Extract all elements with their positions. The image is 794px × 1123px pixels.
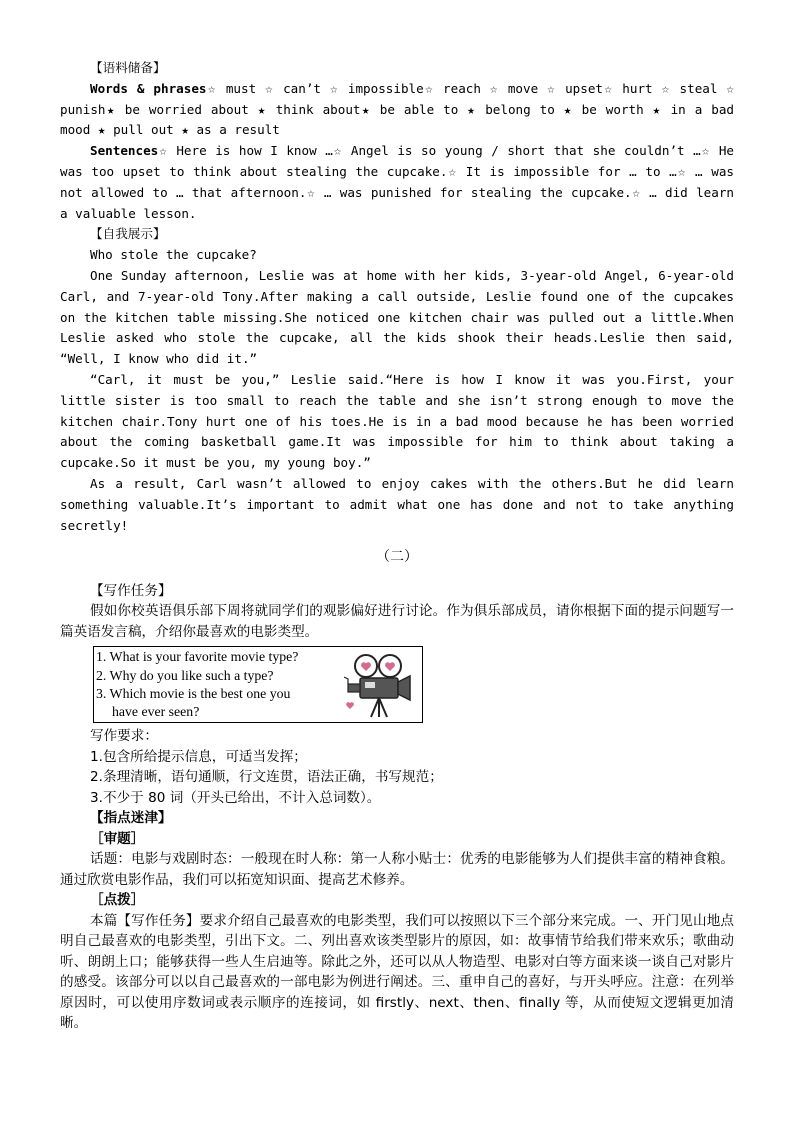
prompt-question-3: 3. Which movie is the best one you xyxy=(96,685,291,701)
subheading-review: ［审题］ xyxy=(90,830,145,847)
review-paragraph: 话题：电影与戏剧时态：一般现在时人称：第一人称小贴士：优秀的电影能够为人们提供丰富的精神食粮。通过欣赏电影作品，我们可以拓宽知识面、提高艺术修养。 xyxy=(60,851,734,888)
requirement-3: 3.不少于 80 词（开头已给出，不计入总词数）。 xyxy=(90,789,381,806)
section-title: （二） xyxy=(376,549,418,566)
story-paragraph-2: “Carl, it must be you,” Leslie said.“Here is how I know it was you.First, your little sister is too small to reach the table and she isn’t strong enough to move the kitchen chair.Tony hurt one of his toes.He is in a bad mood because he has been worried about the coming basketball game.It was impossible for him to think about taking a cupcake.So it must be you, my young boy.” xyxy=(60,371,734,471)
tips-paragraph: 本篇【写作任务】要求介绍自己最喜欢的电影类型，我们可以按照以下三个部分来完成。一、开门见山地点明自己最喜欢的电影类型，引出下文。二、列出喜欢该类型影片的原因，如：故事情节给我们带来欢乐；歌曲动听、朗朗上口；能够获得一些人生启迪等。除此之外，还可以从人物造型、电影对白等方面来谈一谈自己对影片的感受。该部分可以以自己最喜欢的一部电影为例进行阐述。三、重申自己的喜好，与开头呼应。注意：在列举原因时，可以使用序数词或表示顺序的连接词，如 firstly、next、then、finally 等，从而使短文逻辑更加清晰。 xyxy=(60,912,734,1032)
task-description: 假如你校英语俱乐部下周将就同学们的观影偏好进行讨论。作为俱乐部成员，请你根据下面的提示问题写一篇英语发言稿，介绍你最喜欢的电影类型。 xyxy=(60,603,734,640)
movie-camera-icon xyxy=(344,651,416,719)
story-paragraph-3: As a result, Carl wasn’t allowed to enjoy cakes with the others.But he did learn something valuable.It’s important to admit what one has done and not to take anything secretly! xyxy=(60,475,734,533)
prompt-questions-box xyxy=(93,646,423,723)
subheading-tips: ［点拨］ xyxy=(90,892,145,909)
sentences-paragraph xyxy=(60,141,734,224)
requirement-1: 1.包含所给提示信息，可适当发挥； xyxy=(90,748,307,765)
heading-guidance: 【指点迷津】 xyxy=(90,810,172,827)
prompt-question-2: 2. Why do you like such a type? xyxy=(96,667,274,683)
words-text: ☆ must ☆ can’t ☆ impossible☆ reach ☆ move ☆ upset☆ hurt ☆ steal ☆ punish★ be worried about ★ think about★ be able to ★ belong to ★ be worth ★ in a bad mood ★ pull out ★ as a result xyxy=(60,80,735,138)
prompt-question-1: 1. What is your favorite movie type? xyxy=(96,649,299,665)
sentences-text: ☆ Here is how I know …☆ Angel is so young / short that she couldn’t …☆ He was too upset to think about stealing the cupcake.☆ It is impossible for … to …☆ … was not allowed to … that afternoon.☆ … was punished for stealing the cupcake.☆ … did learn a valuable lesson. xyxy=(60,143,734,221)
story-title: Who stole the cupcake? xyxy=(90,247,257,263)
sentences-label: Sentences xyxy=(90,143,159,159)
story-paragraph-1: One Sunday afternoon, Leslie was at home with her kids, 3-year-old Angel, 6-year-old Carl, and 7-year-old Tony.After making a call outside, Leslie found one of the cupcakes on the kitchen table missing.She noticed one kitchen chair was pulled out a little.When Leslie asked who stole the cupcake, all the kids shook their heads.Leslie then said, “Well, I know who did it.” xyxy=(60,267,734,367)
words-label: Words & phrases xyxy=(90,80,207,96)
heading-writing-task: 【写作任务】 xyxy=(90,582,172,599)
heading-show: 【自我展示】 xyxy=(90,226,166,242)
requirement-2: 2.条理清晰，语句通顺，行文连贯，语法正确，书写规范； xyxy=(90,769,443,786)
words-phrases-paragraph xyxy=(60,79,734,141)
heading-corpus: 【语料储备】 xyxy=(90,60,166,75)
prompt-question-3-continued: have ever seen? xyxy=(112,704,200,720)
requirements-title: 写作要求： xyxy=(90,728,158,745)
document-page xyxy=(60,58,734,1034)
